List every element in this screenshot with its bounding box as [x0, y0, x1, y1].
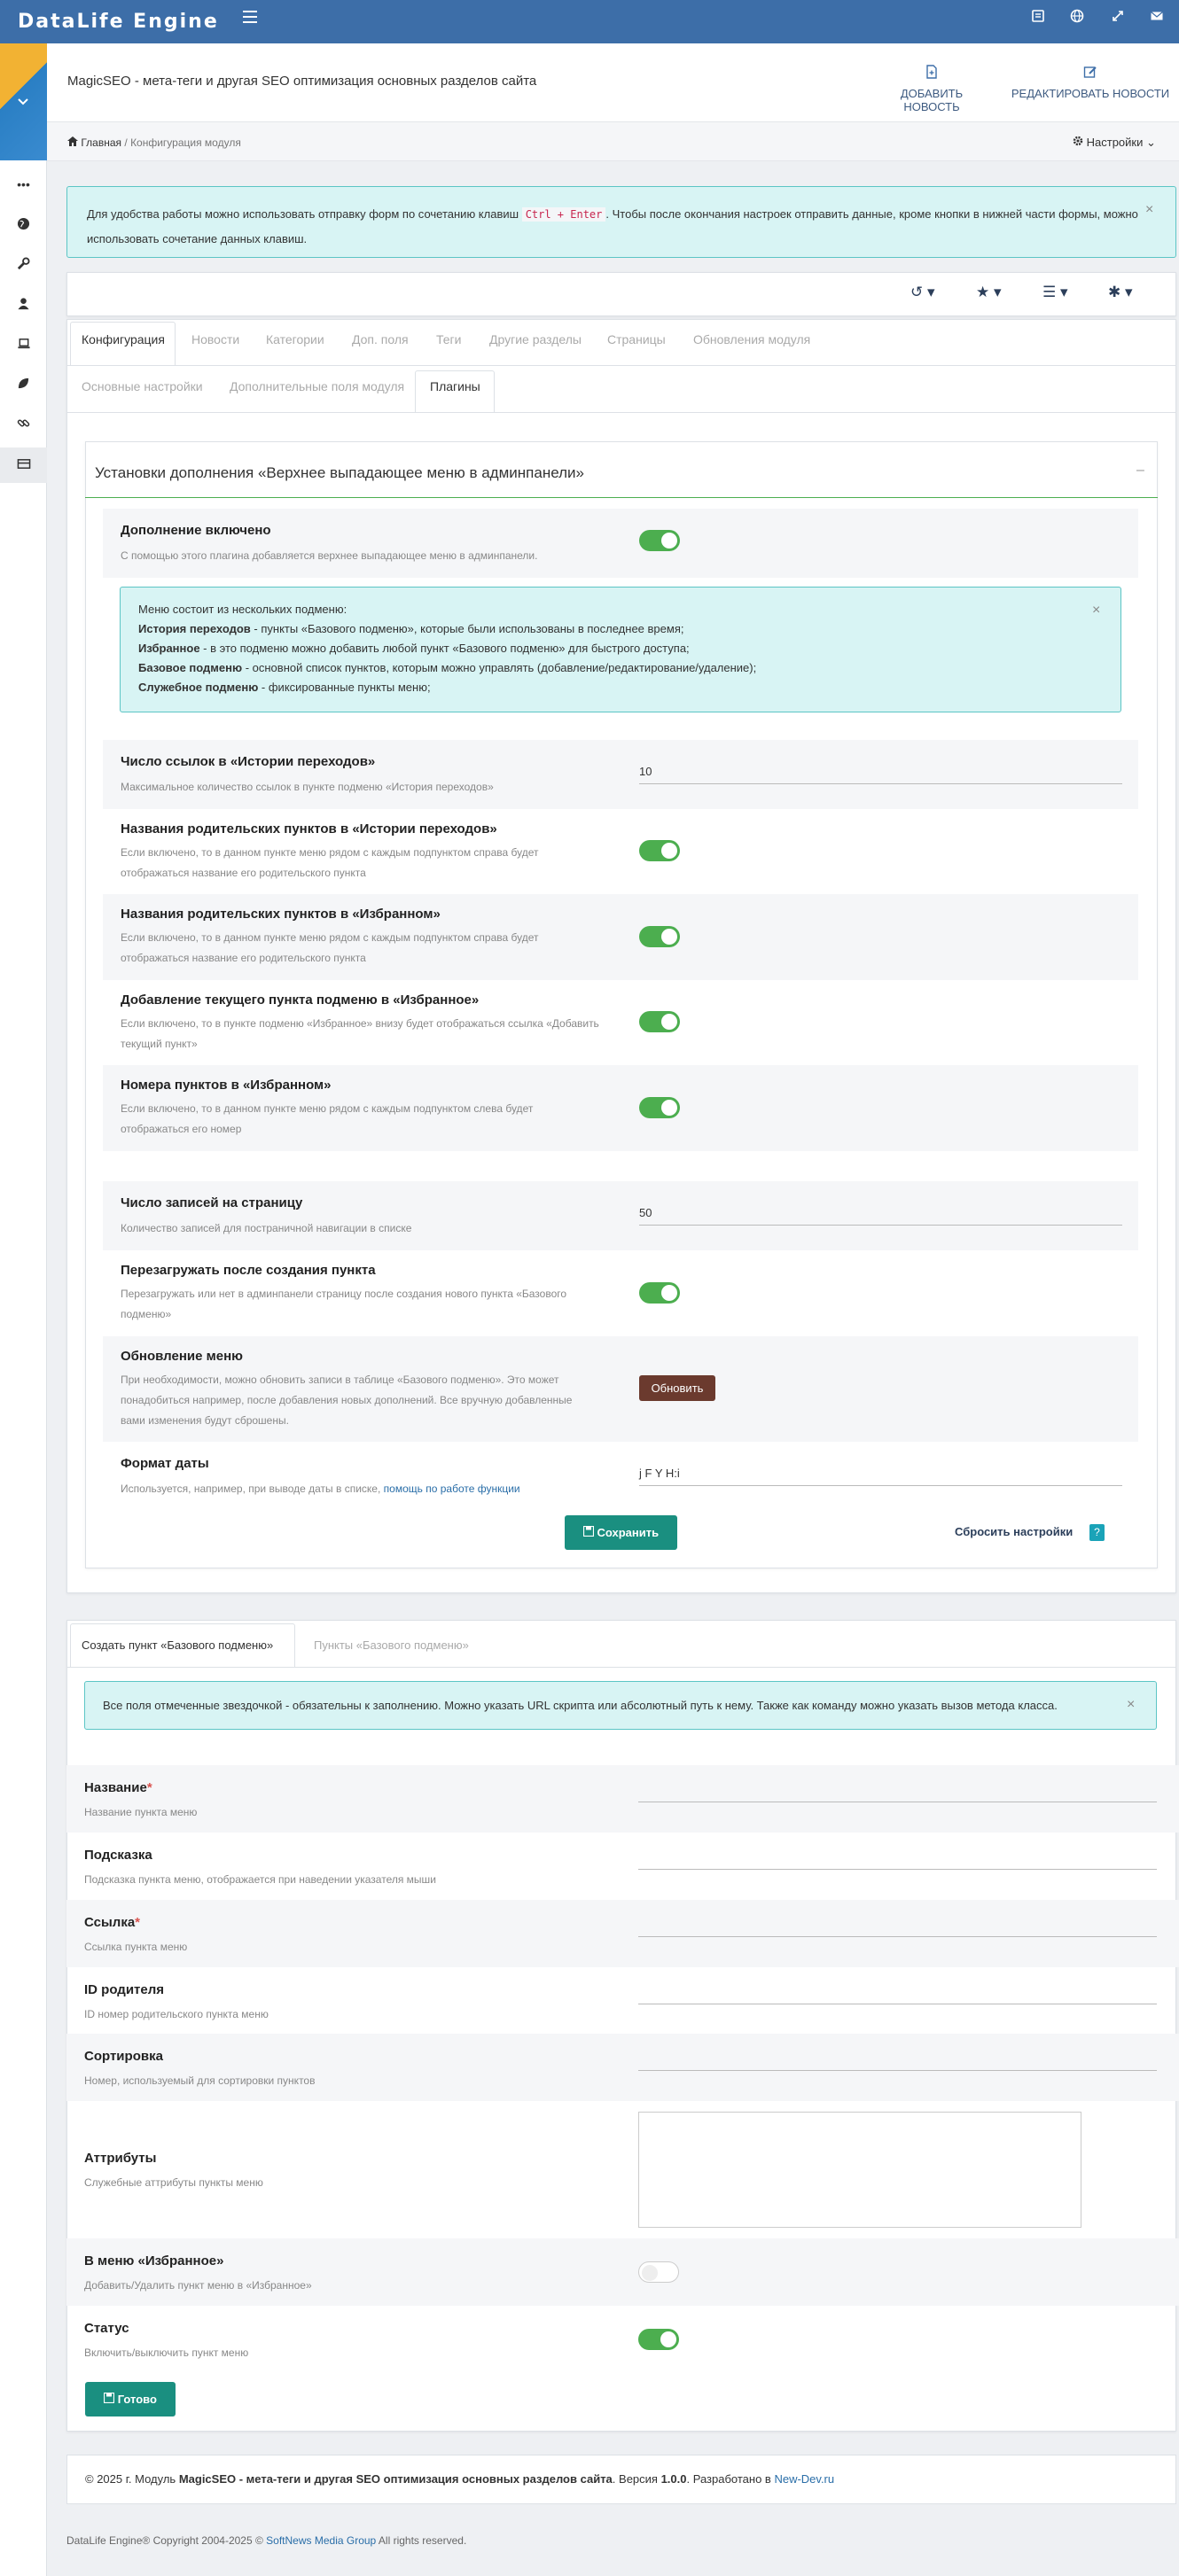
- breadcrumb: [67, 136, 241, 149]
- perpage-row: [103, 1181, 1138, 1250]
- update-button[interactable]: Обновить: [639, 1375, 715, 1401]
- tab-items-list[interactable]: Пункты «Базового подменю»: [314, 1638, 469, 1652]
- field-label-text: Сортировка: [84, 2049, 163, 2064]
- field-label-text: Подсказка: [84, 1848, 152, 1863]
- status-label: Статус: [84, 2321, 129, 2336]
- close-icon[interactable]: ×: [1145, 202, 1154, 217]
- breadcrumb-separator: /: [124, 136, 128, 149]
- date-label: Формат даты: [121, 1456, 209, 1471]
- sidebar-laptop-icon[interactable]: [0, 337, 47, 353]
- plugin-title-underline: [85, 497, 1158, 498]
- history-count-label: Число ссылок в «Истории переходов»: [121, 754, 376, 769]
- enabled-toggle[interactable]: [639, 530, 680, 551]
- reset-info-icon[interactable]: ?: [1089, 1524, 1105, 1541]
- update-hint: При необходимости, можно обновить записи в таблице «Базового подменю». Это может понадобиться например, после добавления новых дополнений. Все вручную добавленные вами изменения будут сброшены.: [121, 1374, 573, 1427]
- perpage-label: Число записей на страницу: [121, 1195, 303, 1210]
- parent-history-hint: Если включено, то в данном пункте меню рядом с каждым подпунктом справа будет отображаться название его родительского пункта: [121, 846, 539, 879]
- gear-icon: [1073, 136, 1087, 149]
- info-item: [138, 678, 1103, 697]
- sidebar-link-icon[interactable]: [0, 416, 47, 432]
- parent-id-input[interactable]: [638, 1980, 1157, 2004]
- parent-history-row: [103, 809, 1138, 894]
- required-mark: *: [135, 1915, 141, 1930]
- tab-categories[interactable]: Категории: [266, 332, 324, 346]
- field-row: [66, 1765, 1179, 1833]
- close-icon[interactable]: ×: [1127, 1697, 1136, 1712]
- footer-version-label: . Версия: [612, 2472, 658, 2486]
- reload-row: [103, 1250, 1138, 1336]
- info-item-text: - основной список пунктов, которым можно управлять (добавление/редактирование/удаление);: [242, 661, 757, 674]
- module-footer: [66, 2455, 1176, 2504]
- plugin-title: Установки дополнения «Верхнее выпадающее меню в админпанели»: [95, 464, 584, 481]
- chevron-down-icon: ⌄: [1146, 136, 1156, 149]
- tab-create-item[interactable]: Создать пункт «Базового подменю»: [82, 1638, 274, 1652]
- info-item-text: - фиксированные пункты меню;: [258, 681, 431, 694]
- add-news-button[interactable]: [871, 65, 992, 113]
- company-link[interactable]: SoftNews Media Group: [266, 2534, 377, 2547]
- history-count-row: [103, 740, 1138, 809]
- info-item-title: Служебное подменю: [138, 681, 259, 694]
- info-item-text: - в это подменю можно добавить любой пункт «Базового подменю» для быстрого доступа;: [199, 642, 690, 655]
- parent-history-toggle[interactable]: [639, 840, 680, 861]
- logo[interactable]: DataLife Engine: [18, 11, 219, 33]
- sidebar-wrench-icon[interactable]: [0, 257, 47, 273]
- field-label: [84, 2049, 163, 2064]
- sort-input[interactable]: [638, 2046, 1157, 2071]
- done-label: Готово: [117, 2393, 157, 2406]
- subtab-plugins[interactable]: Плагины: [430, 379, 480, 393]
- footer-module-name: MagicSEO - мета-теги и другая SEO оптимизация основных разделов сайта: [178, 2472, 613, 2486]
- home-icon: [67, 136, 81, 149]
- perpage-input[interactable]: 50: [639, 1206, 1122, 1226]
- required-mark: *: [146, 1780, 152, 1795]
- perpage-hint: Количество записей для постраничной навигации в списке: [121, 1222, 412, 1234]
- save-label: Сохранить: [597, 1526, 660, 1539]
- required-fields-alert: Все поля отмеченные звездочкой - обязательны к заполнению. Можно указать URL скрипта или абсолютный путь к нему. Также как команду можно указать вызов метода класса.: [84, 1681, 1157, 1730]
- attrs-row: [66, 2101, 1179, 2238]
- attrs-textarea[interactable]: [638, 2112, 1081, 2228]
- sidebar-globe-icon[interactable]: [0, 217, 47, 233]
- globe-icon[interactable]: [1066, 9, 1088, 30]
- numbers-row: [103, 1065, 1138, 1151]
- history-count-hint: Максимальное количество ссылок в пункте подменю «История переходов»: [121, 781, 494, 793]
- edit-news-label: РЕДАКТИРОВАТЬ НОВОСТИ: [1011, 87, 1170, 100]
- reload-hint: Перезагружать или нет в админпанели страницу после создания нового пункта «Базового подменю»: [121, 1288, 567, 1320]
- info-item-text: - пункты «Базового подменю», которые были использованы в последнее время;: [250, 622, 684, 635]
- field-label-text: ID родителя: [84, 1982, 165, 1997]
- sidebar-leaf-icon[interactable]: [0, 377, 47, 393]
- parent-fav-row: [103, 894, 1138, 980]
- fav-toggle[interactable]: [638, 2261, 679, 2283]
- status-row: [66, 2306, 1179, 2373]
- collapse-icon[interactable]: –: [1136, 463, 1144, 478]
- footer-copyright: © 2025 г. Модуль: [85, 2472, 176, 2486]
- star-dropdown-icon[interactable]: ★ ▾: [976, 284, 1002, 300]
- add-current-toggle[interactable]: [639, 1011, 680, 1032]
- field-row: [66, 1967, 1179, 2034]
- asterisk-dropdown-icon[interactable]: ✱ ▾: [1108, 284, 1133, 300]
- info-intro: Меню состоит из нескольких подменю:: [138, 603, 347, 616]
- info-item: [138, 639, 1103, 658]
- rights-text: All rights reserved.: [378, 2534, 467, 2547]
- date-help-link[interactable]: помощь по работе функции: [383, 1483, 520, 1495]
- breadcrumb-current: Конфигурация модуля: [130, 136, 241, 149]
- info-item: [138, 619, 1103, 639]
- parent-history-label: Названия родительских пунктов в «Истории переходов»: [121, 821, 497, 837]
- settings-label: Настройки: [1086, 136, 1144, 149]
- subtab-basic[interactable]: Основные настройки: [82, 379, 203, 393]
- done-button[interactable]: [85, 2382, 176, 2416]
- parent-fav-toggle[interactable]: [639, 926, 680, 947]
- reload-label: Перезагружать после создания пункта: [121, 1263, 376, 1278]
- tab-other-sections[interactable]: Другие разделы: [489, 332, 582, 346]
- sidebar-more-icon[interactable]: •••: [17, 177, 30, 191]
- hotkey-alert: [66, 186, 1176, 258]
- close-icon[interactable]: ×: [1092, 603, 1101, 618]
- field-label: [84, 1915, 140, 1930]
- sidebar-user-icon[interactable]: [0, 297, 47, 313]
- tab-extra-fields[interactable]: Доп. поля: [352, 332, 409, 346]
- field-hint: Подсказка пункта меню, отображается при наведении указателя мыши: [84, 1873, 436, 1886]
- footer-version: 1.0.0: [660, 2472, 687, 2486]
- file-plus-icon: [871, 65, 992, 82]
- add-news-label: ДОБАВИТЬ НОВОСТЬ: [900, 87, 964, 113]
- field-row: [66, 1833, 1179, 1900]
- add-current-label: Добавление текущего пункта подменю в «Избранное»: [121, 992, 480, 1008]
- parent-fav-hint: Если включено, то в данном пункте меню рядом с каждым подпунктом справа будет отображаться название его родительского пункта: [121, 931, 539, 964]
- developer-link[interactable]: New-Dev.ru: [774, 2472, 835, 2486]
- menu-tabs-divider: [66, 1667, 1176, 1668]
- news-icon[interactable]: [1027, 9, 1049, 30]
- parent-fav-label: Названия родительских пунктов в «Избранном»: [121, 907, 441, 922]
- menu-toggle-icon[interactable]: [243, 11, 257, 23]
- hotkey-alert-text-2: . Чтобы после окончания настроек отправить данные, кроме кнопки в нижней части формы, можно использовать сочетание данных клавиш.: [87, 207, 1138, 245]
- attrs-label: Аттрибуты: [84, 2151, 157, 2166]
- fav-label: В меню «Избранное»: [84, 2253, 224, 2269]
- reload-toggle[interactable]: [639, 1282, 680, 1304]
- toolbar-card: [66, 272, 1176, 316]
- date-input[interactable]: j F Y H:i: [639, 1467, 1122, 1486]
- footer-developer-label: . Разработано в: [686, 2472, 771, 2486]
- date-hint-text: Используется, например, при выводе даты в списке,: [121, 1483, 381, 1495]
- field-label: [84, 1780, 152, 1795]
- fav-hint: Добавить/Удалить пункт меню в «Избранное»: [84, 2279, 312, 2292]
- engine-copyright: DataLife Engine® Copyright 2004-2025 ©: [66, 2534, 263, 2547]
- menu-dropdown-icon[interactable]: ☰ ▾: [1042, 284, 1068, 300]
- update-row: [103, 1336, 1138, 1442]
- mail-icon[interactable]: [1146, 9, 1167, 30]
- reset-settings-link[interactable]: Сбросить настройки: [955, 1525, 1074, 1538]
- numbers-label: Номера пунктов в «Избранном»: [121, 1078, 332, 1093]
- hotkey-kbd: Ctrl + Enter: [522, 207, 606, 222]
- save-button[interactable]: [565, 1515, 677, 1550]
- floppy-icon: [104, 2393, 118, 2406]
- enabled-label: Дополнение включено: [121, 523, 271, 538]
- hotkey-alert-text: Для удобства работы можно использовать отправку форм по сочетанию клавиш: [87, 207, 519, 221]
- field-label: [84, 1848, 152, 1863]
- fullscreen-icon[interactable]: [1107, 9, 1128, 30]
- field-label-text: Ссылка: [84, 1915, 136, 1930]
- add-current-hint: Если включено, то в пункте подменю «Избранное» внизу будет отображаться ссылка «Добавить текущий пункт»: [121, 1017, 599, 1050]
- tab-module-updates[interactable]: Обновления модуля: [693, 332, 811, 346]
- tab-tags[interactable]: Теги: [436, 332, 462, 346]
- attrs-hint: Служебные аттрибуты пункты меню: [84, 2176, 263, 2189]
- numbers-hint: Если включено, то в данном пункте меню рядом с каждым подпунктом слева будет отображаться его номер: [121, 1102, 534, 1135]
- tooltip-input[interactable]: [638, 1845, 1157, 1870]
- history-dropdown-icon[interactable]: ↺ ▾: [910, 284, 935, 300]
- update-label: Обновление меню: [121, 1349, 243, 1364]
- enabled-hint: С помощью этого плагина добавляется верхнее выпадающее меню в админпанели.: [121, 549, 538, 562]
- page-title: MagicSEO - мета-теги и другая SEO оптимизация основных разделов сайта: [67, 74, 537, 89]
- tab-pages[interactable]: Страницы: [607, 332, 666, 346]
- chevron-down-icon[interactable]: [16, 94, 30, 108]
- info-item-title: Избранное: [138, 642, 200, 655]
- field-row: [66, 2034, 1179, 2101]
- info-item-title: Базовое подменю: [138, 661, 243, 674]
- enabled-row: [103, 509, 1138, 578]
- engine-footer: [66, 2534, 466, 2547]
- field-label: [84, 1982, 164, 1997]
- status-toggle[interactable]: [638, 2329, 679, 2350]
- numbers-toggle[interactable]: [639, 1097, 680, 1118]
- field-hint: ID номер родительского пункта меню: [84, 2008, 269, 2020]
- link-input[interactable]: [638, 1912, 1157, 1937]
- subtab-extra-fields[interactable]: Дополнительные поля модуля: [230, 379, 405, 393]
- name-input[interactable]: [638, 1778, 1157, 1802]
- field-label-text: Название: [84, 1780, 147, 1795]
- field-hint: Номер, используемый для сортировки пунктов: [84, 2074, 316, 2087]
- subtabs-divider: [66, 412, 1176, 413]
- fav-row: [66, 2238, 1179, 2306]
- history-count-input[interactable]: 10: [639, 765, 1122, 784]
- settings-dropdown[interactable]: [1073, 136, 1156, 150]
- date-hint: [121, 1479, 652, 1499]
- field-hint: Название пункта меню: [84, 1806, 198, 1818]
- info-item: [138, 658, 1103, 678]
- info-item-title: История переходов: [138, 622, 251, 635]
- breadcrumb-home[interactable]: Главная: [81, 136, 122, 149]
- edit-icon: [1011, 65, 1170, 82]
- status-hint: Включить/выключить пункт меню: [84, 2346, 249, 2359]
- tabs-divider: [66, 365, 1176, 366]
- tab-configuration[interactable]: Конфигурация: [82, 332, 165, 346]
- field-row: [66, 1900, 1179, 1967]
- field-hint: Ссылка пункта меню: [84, 1941, 188, 1953]
- sidebar-card-icon[interactable]: [0, 457, 47, 473]
- edit-news-button[interactable]: [1011, 65, 1170, 100]
- tab-news[interactable]: Новости: [191, 332, 240, 346]
- add-current-row: [103, 980, 1138, 1065]
- floppy-icon: [583, 1526, 597, 1539]
- date-row: [103, 1442, 1138, 1511]
- menu-info-box: [120, 587, 1121, 712]
